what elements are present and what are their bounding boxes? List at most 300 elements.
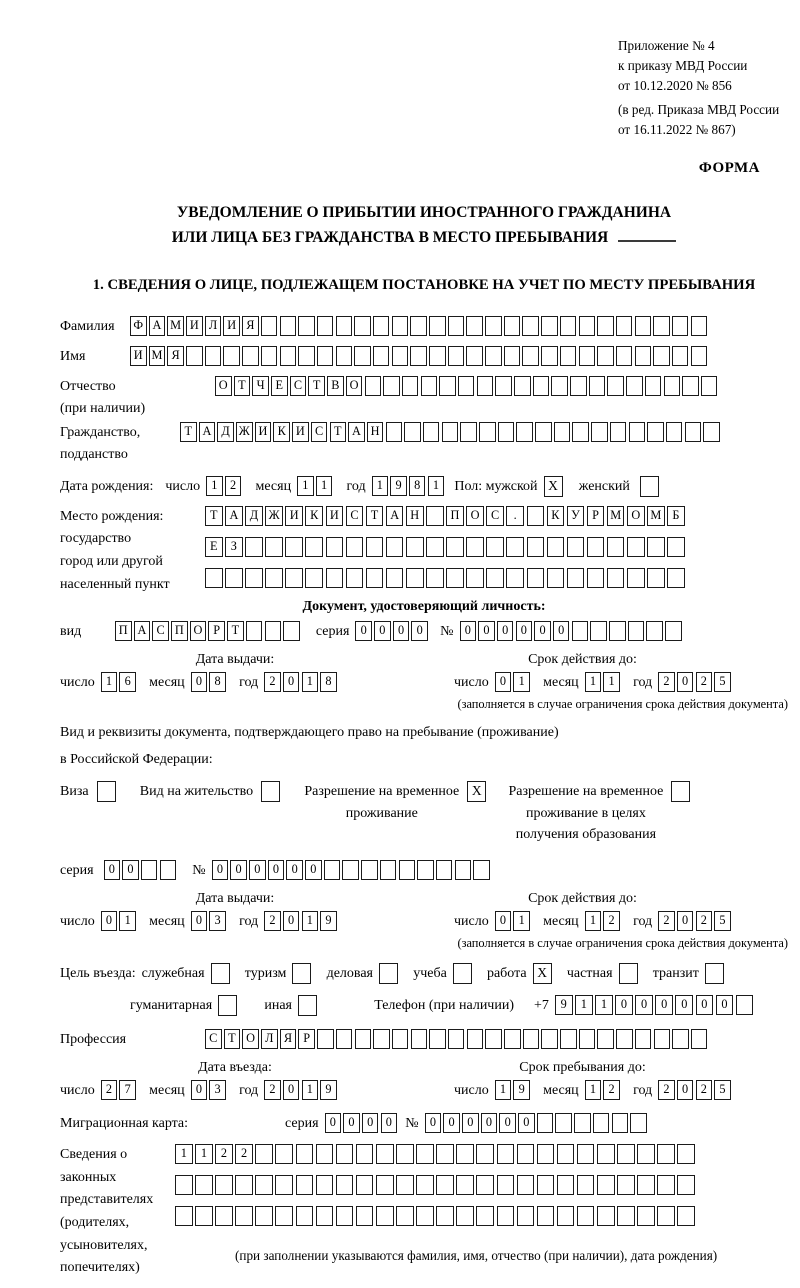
char-box[interactable] <box>647 568 665 588</box>
char-box[interactable]: 0 <box>677 911 694 931</box>
temp-residence-checkbox[interactable] <box>467 781 488 802</box>
char-box[interactable]: 0 <box>478 621 495 641</box>
char-box[interactable] <box>356 1206 374 1226</box>
issue-month-boxes[interactable] <box>191 672 228 692</box>
char-box[interactable] <box>336 316 353 336</box>
char-box[interactable] <box>485 346 502 366</box>
char-box[interactable]: 0 <box>677 1080 694 1100</box>
char-box[interactable] <box>396 1144 414 1164</box>
stay-day-boxes[interactable] <box>495 1080 532 1100</box>
char-box[interactable]: Б <box>667 506 685 526</box>
char-box[interactable]: Д <box>217 422 234 442</box>
char-box[interactable]: 0 <box>191 1080 208 1100</box>
char-box[interactable] <box>285 537 303 557</box>
char-box[interactable] <box>691 1029 708 1049</box>
issue-day-boxes[interactable] <box>101 911 138 931</box>
char-box[interactable] <box>609 621 626 641</box>
char-box[interactable] <box>467 1029 484 1049</box>
char-box[interactable]: 0 <box>460 621 477 641</box>
char-box[interactable]: 0 <box>212 860 229 880</box>
char-box[interactable]: 0 <box>716 995 734 1015</box>
char-box[interactable] <box>667 537 685 557</box>
char-box[interactable]: 0 <box>355 621 372 641</box>
char-box[interactable]: О <box>627 506 645 526</box>
char-box[interactable]: 0 <box>635 995 653 1015</box>
char-box[interactable] <box>672 316 689 336</box>
char-box[interactable]: 9 <box>513 1080 530 1100</box>
birth-place-row2[interactable] <box>205 537 687 557</box>
char-box[interactable] <box>497 1206 515 1226</box>
char-box[interactable] <box>456 1144 474 1164</box>
char-box[interactable] <box>607 568 625 588</box>
char-box[interactable]: Т <box>234 376 251 396</box>
char-box[interactable]: 9 <box>320 1080 337 1100</box>
char-box[interactable] <box>473 860 490 880</box>
char-box[interactable] <box>577 1144 595 1164</box>
char-box[interactable] <box>380 860 397 880</box>
char-box[interactable]: 0 <box>696 995 714 1015</box>
char-box[interactable] <box>275 1175 293 1195</box>
char-box[interactable] <box>523 1029 540 1049</box>
char-box[interactable]: 0 <box>497 621 514 641</box>
char-box[interactable]: С <box>152 621 169 641</box>
char-box[interactable]: 2 <box>101 1080 118 1100</box>
char-box[interactable] <box>574 1113 591 1133</box>
char-box[interactable] <box>316 1175 334 1195</box>
char-box[interactable]: 0 <box>104 860 121 880</box>
purpose-study-checkbox[interactable] <box>453 963 474 984</box>
char-box[interactable] <box>466 568 484 588</box>
char-box[interactable] <box>504 316 521 336</box>
char-box[interactable] <box>456 1206 474 1226</box>
char-box[interactable]: З <box>225 537 243 557</box>
char-box[interactable] <box>354 316 371 336</box>
char-box[interactable]: X <box>544 476 563 497</box>
char-box[interactable] <box>298 346 315 366</box>
char-box[interactable]: Т <box>224 1029 241 1049</box>
char-box[interactable] <box>612 1113 629 1133</box>
char-box[interactable] <box>554 422 571 442</box>
char-box[interactable]: 3 <box>209 1080 226 1100</box>
char-box[interactable]: М <box>607 506 625 526</box>
char-box[interactable] <box>396 1206 414 1226</box>
char-box[interactable] <box>366 537 384 557</box>
char-box[interactable]: Р <box>298 1029 315 1049</box>
char-box[interactable] <box>535 422 552 442</box>
char-box[interactable] <box>672 346 689 366</box>
char-box[interactable] <box>597 346 614 366</box>
char-box[interactable]: У <box>567 506 585 526</box>
char-box[interactable] <box>657 1175 675 1195</box>
char-box[interactable] <box>517 1206 535 1226</box>
char-box[interactable] <box>261 346 278 366</box>
char-box[interactable]: С <box>486 506 504 526</box>
char-box[interactable] <box>541 316 558 336</box>
representatives-row1[interactable] <box>175 1144 697 1164</box>
char-box[interactable] <box>342 860 359 880</box>
char-box[interactable] <box>640 476 659 497</box>
char-box[interactable] <box>522 346 539 366</box>
char-box[interactable]: А <box>149 316 166 336</box>
char-box[interactable] <box>255 1175 273 1195</box>
char-box[interactable] <box>376 1144 394 1164</box>
purpose-commercial-checkbox[interactable] <box>379 963 400 984</box>
char-box[interactable] <box>355 1029 372 1049</box>
char-box[interactable]: 0 <box>191 911 208 931</box>
char-box[interactable] <box>242 346 259 366</box>
birth-place-row1[interactable] <box>205 506 687 526</box>
char-box[interactable]: 1 <box>585 911 602 931</box>
char-box[interactable] <box>436 1175 454 1195</box>
char-box[interactable] <box>399 860 416 880</box>
char-box[interactable] <box>626 376 643 396</box>
char-box[interactable] <box>436 860 453 880</box>
char-box[interactable] <box>317 1029 334 1049</box>
char-box[interactable]: Я <box>280 1029 297 1049</box>
char-box[interactable] <box>477 376 494 396</box>
char-box[interactable] <box>557 1144 575 1164</box>
char-box[interactable] <box>296 1144 314 1164</box>
char-box[interactable] <box>705 963 724 984</box>
char-box[interactable] <box>317 346 334 366</box>
char-box[interactable] <box>495 376 512 396</box>
char-box[interactable]: Л <box>205 316 222 336</box>
patronymic-boxes[interactable] <box>215 376 720 396</box>
char-box[interactable] <box>597 1175 615 1195</box>
char-box[interactable] <box>421 376 438 396</box>
char-box[interactable] <box>455 860 472 880</box>
char-box[interactable] <box>439 376 456 396</box>
char-box[interactable] <box>653 316 670 336</box>
char-box[interactable]: 5 <box>714 1080 731 1100</box>
char-box[interactable] <box>551 376 568 396</box>
char-box[interactable] <box>356 1144 374 1164</box>
char-box[interactable] <box>497 1175 515 1195</box>
char-box[interactable] <box>547 568 565 588</box>
char-box[interactable]: 1 <box>119 911 136 931</box>
char-box[interactable]: 0 <box>283 911 300 931</box>
char-box[interactable]: 0 <box>655 995 673 1015</box>
surname-boxes[interactable] <box>130 316 709 336</box>
char-box[interactable] <box>160 860 177 880</box>
char-box[interactable]: 1 <box>428 476 445 496</box>
char-box[interactable] <box>246 621 263 641</box>
char-box[interactable] <box>446 568 464 588</box>
char-box[interactable]: 0 <box>495 672 512 692</box>
representatives-row2[interactable] <box>175 1175 697 1195</box>
char-box[interactable]: Т <box>330 422 347 442</box>
char-box[interactable]: 1 <box>316 476 333 496</box>
char-box[interactable] <box>316 1206 334 1226</box>
char-box[interactable] <box>336 1206 354 1226</box>
id-doc-number-boxes[interactable] <box>460 621 684 641</box>
char-box[interactable]: 0 <box>393 621 410 641</box>
residence-number-boxes[interactable] <box>212 860 492 880</box>
char-box[interactable] <box>354 346 371 366</box>
char-box[interactable] <box>215 1175 233 1195</box>
char-box[interactable]: 1 <box>595 995 613 1015</box>
char-box[interactable] <box>672 1029 689 1049</box>
char-box[interactable] <box>379 963 398 984</box>
char-box[interactable]: О <box>466 506 484 526</box>
char-box[interactable] <box>572 621 589 641</box>
char-box[interactable]: Т <box>366 506 384 526</box>
char-box[interactable]: С <box>346 506 364 526</box>
char-box[interactable] <box>516 422 533 442</box>
char-box[interactable]: И <box>255 422 272 442</box>
char-box[interactable]: Ж <box>265 506 283 526</box>
char-box[interactable]: А <box>134 621 151 641</box>
char-box[interactable] <box>628 621 645 641</box>
char-box[interactable] <box>627 568 645 588</box>
char-box[interactable]: 0 <box>443 1113 460 1133</box>
char-box[interactable]: Н <box>406 506 424 526</box>
char-box[interactable]: 0 <box>305 860 322 880</box>
profession-boxes[interactable] <box>205 1029 710 1049</box>
char-box[interactable] <box>587 568 605 588</box>
char-box[interactable] <box>691 316 708 336</box>
char-box[interactable]: 0 <box>249 860 266 880</box>
char-box[interactable]: 7 <box>119 1080 136 1100</box>
char-box[interactable]: 1 <box>513 911 530 931</box>
char-box[interactable] <box>579 1029 596 1049</box>
char-box[interactable]: О <box>346 376 363 396</box>
char-box[interactable] <box>426 568 444 588</box>
char-box[interactable] <box>396 1175 414 1195</box>
char-box[interactable] <box>442 422 459 442</box>
char-box[interactable] <box>298 995 317 1016</box>
char-box[interactable] <box>665 621 682 641</box>
char-box[interactable] <box>677 1144 695 1164</box>
char-box[interactable] <box>392 346 409 366</box>
char-box[interactable] <box>426 537 444 557</box>
char-box[interactable]: 0 <box>675 995 693 1015</box>
char-box[interactable] <box>557 1175 575 1195</box>
char-box[interactable] <box>486 537 504 557</box>
char-box[interactable]: Е <box>271 376 288 396</box>
char-box[interactable] <box>376 1206 394 1226</box>
gender-female-checkbox[interactable] <box>640 476 661 497</box>
char-box[interactable] <box>572 422 589 442</box>
char-box[interactable]: 5 <box>714 672 731 692</box>
char-box[interactable]: Р <box>208 621 225 641</box>
char-box[interactable] <box>617 1175 635 1195</box>
citizenship-boxes[interactable] <box>180 422 722 442</box>
char-box[interactable]: К <box>547 506 565 526</box>
entry-month-boxes[interactable] <box>191 1080 228 1100</box>
char-box[interactable] <box>597 1144 615 1164</box>
char-box[interactable]: К <box>305 506 323 526</box>
char-box[interactable]: 0 <box>615 995 633 1015</box>
char-box[interactable]: 2 <box>225 476 242 496</box>
char-box[interactable]: Е <box>205 537 223 557</box>
char-box[interactable] <box>506 568 524 588</box>
char-box[interactable] <box>366 568 384 588</box>
char-box[interactable]: 0 <box>499 1113 516 1133</box>
char-box[interactable] <box>175 1206 193 1226</box>
char-box[interactable] <box>527 568 545 588</box>
char-box[interactable]: А <box>225 506 243 526</box>
purpose-tourism-checkbox[interactable] <box>292 963 313 984</box>
char-box[interactable] <box>607 537 625 557</box>
purpose-humanitarian-checkbox[interactable] <box>218 995 239 1016</box>
char-box[interactable] <box>416 1144 434 1164</box>
char-box[interactable] <box>654 1029 671 1049</box>
char-box[interactable] <box>373 346 390 366</box>
char-box[interactable] <box>664 376 681 396</box>
char-box[interactable]: 0 <box>381 1113 398 1133</box>
char-box[interactable] <box>283 621 300 641</box>
char-box[interactable] <box>616 1029 633 1049</box>
issue-year-boxes[interactable] <box>264 672 339 692</box>
char-box[interactable]: 1 <box>302 1080 319 1100</box>
char-box[interactable]: 0 <box>462 1113 479 1133</box>
char-box[interactable] <box>211 963 230 984</box>
char-box[interactable] <box>326 568 344 588</box>
birth-day-boxes[interactable] <box>206 476 243 496</box>
char-box[interactable] <box>517 1175 535 1195</box>
char-box[interactable] <box>448 346 465 366</box>
name-boxes[interactable] <box>130 346 709 366</box>
char-box[interactable]: 6 <box>119 672 136 692</box>
char-box[interactable] <box>646 621 663 641</box>
char-box[interactable] <box>517 1144 535 1164</box>
char-box[interactable]: 1 <box>585 1080 602 1100</box>
char-box[interactable] <box>691 346 708 366</box>
char-box[interactable] <box>429 316 446 336</box>
char-box[interactable] <box>466 346 483 366</box>
char-box[interactable]: 0 <box>343 1113 360 1133</box>
char-box[interactable] <box>577 1206 595 1226</box>
char-box[interactable]: 0 <box>283 1080 300 1100</box>
char-box[interactable]: И <box>130 346 147 366</box>
char-box[interactable] <box>629 422 646 442</box>
char-box[interactable]: 0 <box>534 621 551 641</box>
char-box[interactable] <box>560 1029 577 1049</box>
char-box[interactable]: 1 <box>575 995 593 1015</box>
char-box[interactable]: 1 <box>585 672 602 692</box>
char-box[interactable] <box>616 346 633 366</box>
char-box[interactable]: 5 <box>714 911 731 931</box>
char-box[interactable]: Ж <box>236 422 253 442</box>
char-box[interactable]: 2 <box>264 1080 281 1100</box>
char-box[interactable] <box>356 1175 374 1195</box>
char-box[interactable] <box>627 537 645 557</box>
char-box[interactable]: М <box>647 506 665 526</box>
char-box[interactable] <box>506 537 524 557</box>
char-box[interactable]: И <box>285 506 303 526</box>
char-box[interactable]: X <box>467 781 486 802</box>
char-box[interactable] <box>666 422 683 442</box>
char-box[interactable] <box>361 860 378 880</box>
char-box[interactable] <box>265 537 283 557</box>
char-box[interactable] <box>195 1206 213 1226</box>
char-box[interactable] <box>591 422 608 442</box>
char-box[interactable] <box>411 1029 428 1049</box>
char-box[interactable]: 2 <box>658 672 675 692</box>
char-box[interactable]: 9 <box>320 911 337 931</box>
purpose-private-checkbox[interactable] <box>619 963 640 984</box>
char-box[interactable] <box>265 568 283 588</box>
char-box[interactable] <box>255 1144 273 1164</box>
char-box[interactable]: 2 <box>603 911 620 931</box>
char-box[interactable] <box>677 1206 695 1226</box>
char-box[interactable] <box>557 1206 575 1226</box>
char-box[interactable] <box>587 537 605 557</box>
char-box[interactable]: П <box>115 621 132 641</box>
char-box[interactable]: 0 <box>411 621 428 641</box>
char-box[interactable] <box>261 781 280 802</box>
purpose-transit-checkbox[interactable] <box>705 963 726 984</box>
char-box[interactable] <box>280 346 297 366</box>
char-box[interactable]: О <box>242 1029 259 1049</box>
char-box[interactable] <box>285 568 303 588</box>
char-box[interactable] <box>205 346 222 366</box>
char-box[interactable]: 9 <box>555 995 573 1015</box>
char-box[interactable]: 0 <box>481 1113 498 1133</box>
char-box[interactable] <box>402 376 419 396</box>
valid-day-boxes[interactable] <box>495 672 532 692</box>
char-box[interactable] <box>497 1144 515 1164</box>
char-box[interactable] <box>593 1113 610 1133</box>
purpose-business-checkbox[interactable] <box>211 963 232 984</box>
valid-month-boxes[interactable] <box>585 911 622 931</box>
char-box[interactable]: 2 <box>696 1080 713 1100</box>
char-box[interactable] <box>416 1175 434 1195</box>
representatives-row3[interactable] <box>175 1206 697 1226</box>
char-box[interactable] <box>560 316 577 336</box>
char-box[interactable]: И <box>223 316 240 336</box>
char-box[interactable] <box>579 316 596 336</box>
char-box[interactable] <box>645 376 662 396</box>
char-box[interactable]: Л <box>261 1029 278 1049</box>
char-box[interactable] <box>537 1144 555 1164</box>
char-box[interactable] <box>373 1029 390 1049</box>
char-box[interactable] <box>635 346 652 366</box>
char-box[interactable] <box>298 316 315 336</box>
char-box[interactable] <box>448 316 465 336</box>
char-box[interactable] <box>305 537 323 557</box>
char-box[interactable]: 2 <box>264 672 281 692</box>
char-box[interactable] <box>386 537 404 557</box>
char-box[interactable]: М <box>167 316 184 336</box>
char-box[interactable]: Т <box>205 506 223 526</box>
char-box[interactable] <box>567 537 585 557</box>
char-box[interactable]: 1 <box>175 1144 193 1164</box>
char-box[interactable]: 0 <box>286 860 303 880</box>
char-box[interactable]: 2 <box>658 1080 675 1100</box>
char-box[interactable] <box>373 316 390 336</box>
char-box[interactable] <box>485 316 502 336</box>
char-box[interactable] <box>245 537 263 557</box>
char-box[interactable]: 2 <box>215 1144 233 1164</box>
char-box[interactable] <box>597 1029 614 1049</box>
char-box[interactable]: С <box>205 1029 222 1049</box>
residence-series-boxes[interactable] <box>104 860 179 880</box>
char-box[interactable]: О <box>215 376 232 396</box>
char-box[interactable]: Я <box>167 346 184 366</box>
entry-day-boxes[interactable] <box>101 1080 138 1100</box>
char-box[interactable] <box>466 537 484 557</box>
birth-year-boxes[interactable] <box>372 476 447 496</box>
char-box[interactable] <box>324 860 341 880</box>
char-box[interactable] <box>305 568 323 588</box>
char-box[interactable] <box>215 1206 233 1226</box>
char-box[interactable] <box>280 316 297 336</box>
char-box[interactable] <box>175 1175 193 1195</box>
char-box[interactable] <box>460 422 477 442</box>
char-box[interactable] <box>456 1175 474 1195</box>
